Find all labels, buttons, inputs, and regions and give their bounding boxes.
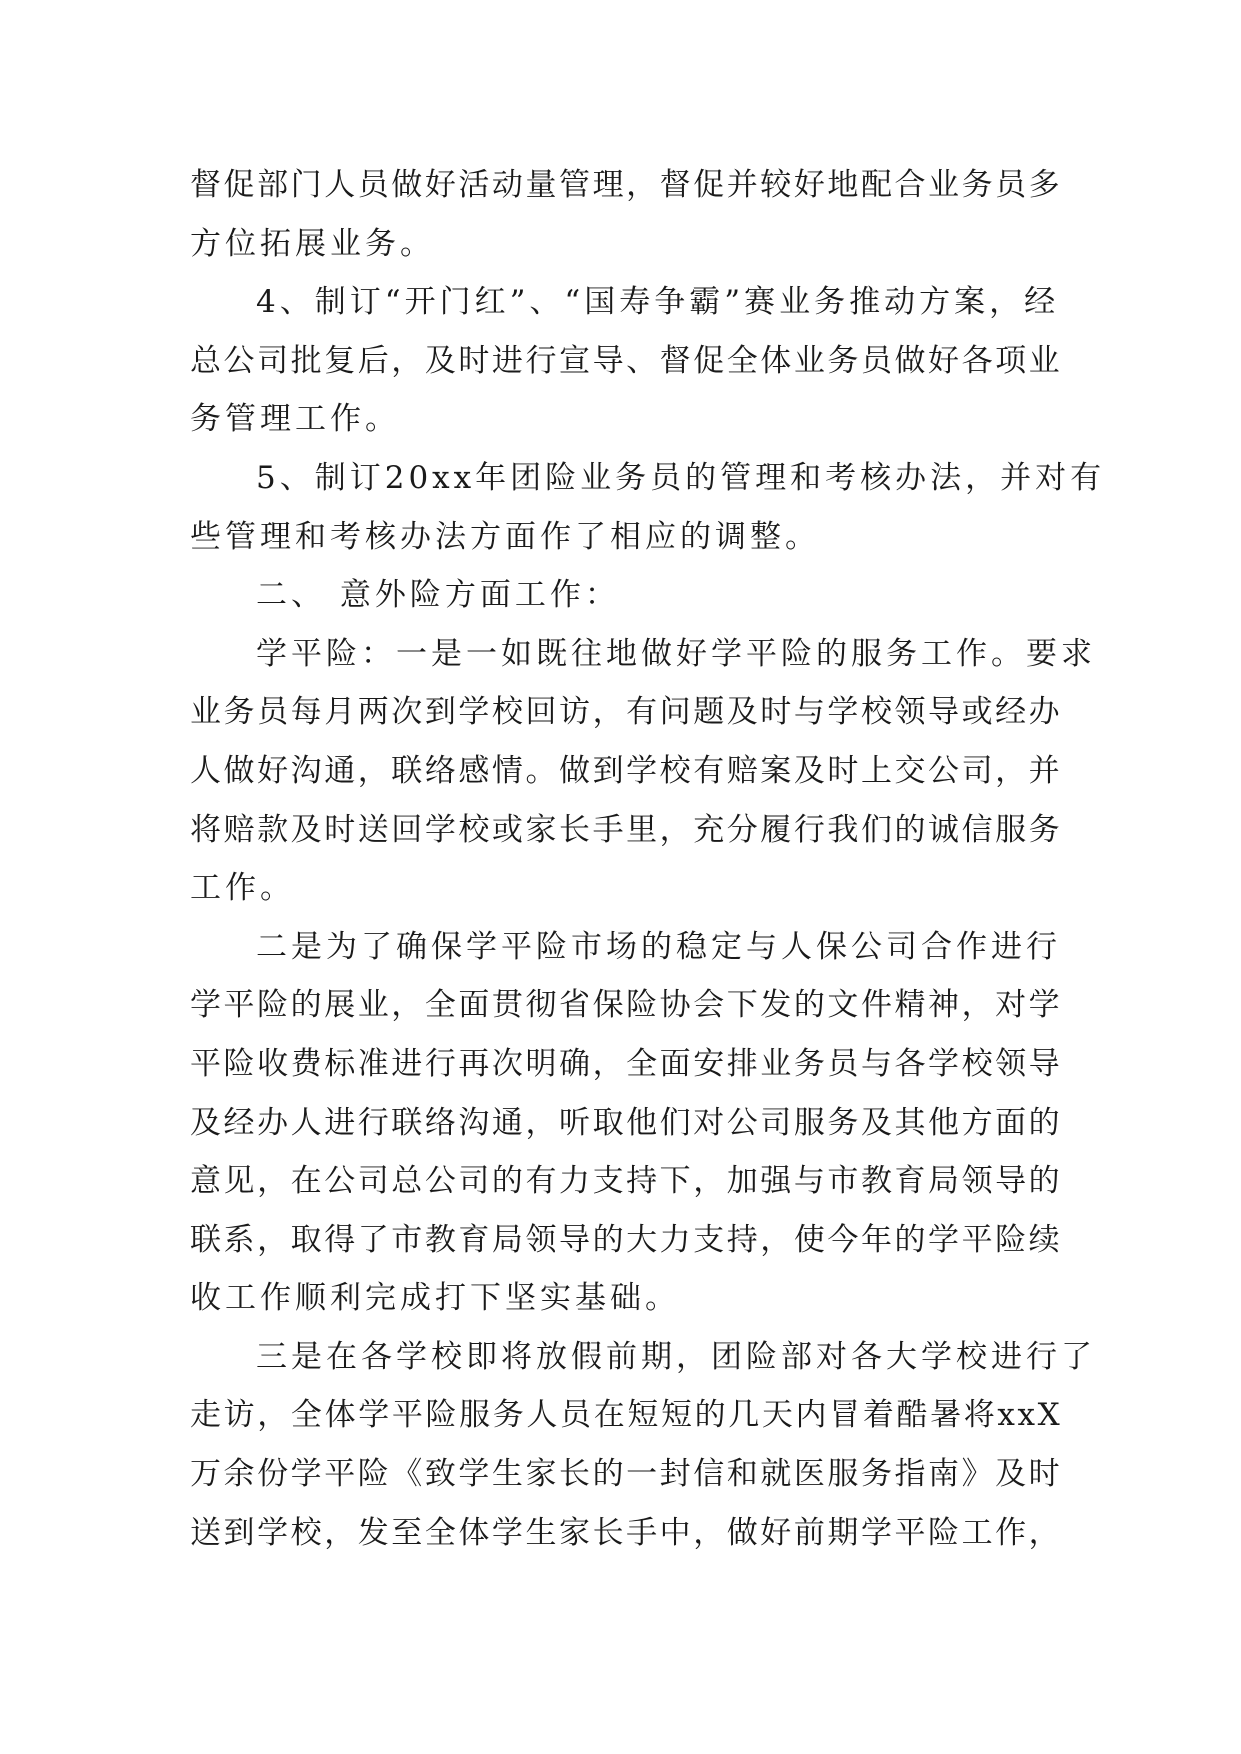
paragraph-line: 些管理和考核办法方面作了相应的调整。 <box>190 518 820 555</box>
paragraph-line: 务管理工作。 <box>190 401 400 438</box>
paragraph-line: 平 险 收 费 标 准 进 行 再 次 明 确 ， 全 面 安 排 业 务 员 与 各 学 校 领 导 <box>190 1045 1060 1082</box>
paragraph-line: 及 经 办 人 进 行 联 络 沟 通 ， 听 取 他 们 对 公 司 服 务 及 其 他 方 面 的 <box>190 1104 1060 1141</box>
paragraph-line: 总 公 司 批 复 后 ， 及 时 进 行 宣 导 、 督 促 全 体 业 务 员 做 好 各 项 业 <box>190 342 1060 379</box>
paragraph-line: 送 到 学 校 ， 发 至 全 体 学 生 家 长 手 中 ， 做 好 前 期 学 平 险 工 作 ， <box>190 1514 1060 1551</box>
paragraph-line: 督 促 部 门 人 员 做 好 活 动 量 管 理 ， 督 促 并 较 好 地 配 合 业 务 员 多 <box>190 167 1060 203</box>
document-body <box>190 156 1106 1562</box>
section-heading: 二、 意外险方面工作： <box>256 577 620 614</box>
paragraph-line: 收工作顺利完成打下坚实基础。 <box>190 1280 680 1317</box>
paragraph-line: 人 做 好 沟 通 ， 联 络 感 情 。 做 到 学 校 有 赔 案 及 时 上 交 公 司 ， 并 <box>190 752 1060 789</box>
paragraph-line: 业 务 员 每 月 两 次 到 学 校 回 访 ， 有 问 题 及 时 与 学 校 领 导 或 经 办 <box>190 694 1060 731</box>
paragraph-line: 意 见 ， 在 公 司 总 公 司 的 有 力 支 持 下 ， 加 强 与 市 教 育 局 领 导 的 <box>190 1163 1060 1200</box>
paragraph-line: 方位拓展业务。 <box>190 225 435 262</box>
paragraph-line: 4、制订“开门红”、“国寿争霸”赛业务推动方案，经 <box>256 284 1060 321</box>
paragraph-line: 万 余 份 学 平 险 《 致 学 生 家 长 的 一 封 信 和 就 医 服 务 指 南 》 及 时 <box>190 1456 1060 1493</box>
paragraph-line: 学平险：一是一如既往地做好学平险的服务工作。要求 <box>256 635 1096 672</box>
paragraph-line: 5、制订20xx年团险业务员的管理和考核办法，并对有 <box>256 459 1106 496</box>
paragraph-line: 三是在各学校即将放假前期，团险部对各大学校进行了 <box>256 1338 1096 1375</box>
paragraph-line: 走 访 ， 全 体 学 平 险 服 务 人 员 在 短 短 的 几 天 内 冒 着 酷 暑 将 x x X <box>190 1397 1060 1434</box>
paragraph-line: 学 平 险 的 展 业 ， 全 面 贯 彻 省 保 险 协 会 下 发 的 文 件 精 神 ， 对 学 <box>190 987 1060 1024</box>
paragraph-line: 二是为了确保学平险市场的稳定与人保公司合作进行 <box>256 928 1061 965</box>
paragraph-line: 联 系 ， 取 得 了 市 教 育 局 领 导 的 大 力 支 持 ， 使 今 年 的 学 平 险 续 <box>190 1221 1060 1258</box>
paragraph-line: 工作。 <box>190 870 295 907</box>
paragraph-line: 将 赔 款 及 时 送 回 学 校 或 家 长 手 里 ， 充 分 履 行 我 们 的 诚 信 服 务 <box>190 811 1060 848</box>
